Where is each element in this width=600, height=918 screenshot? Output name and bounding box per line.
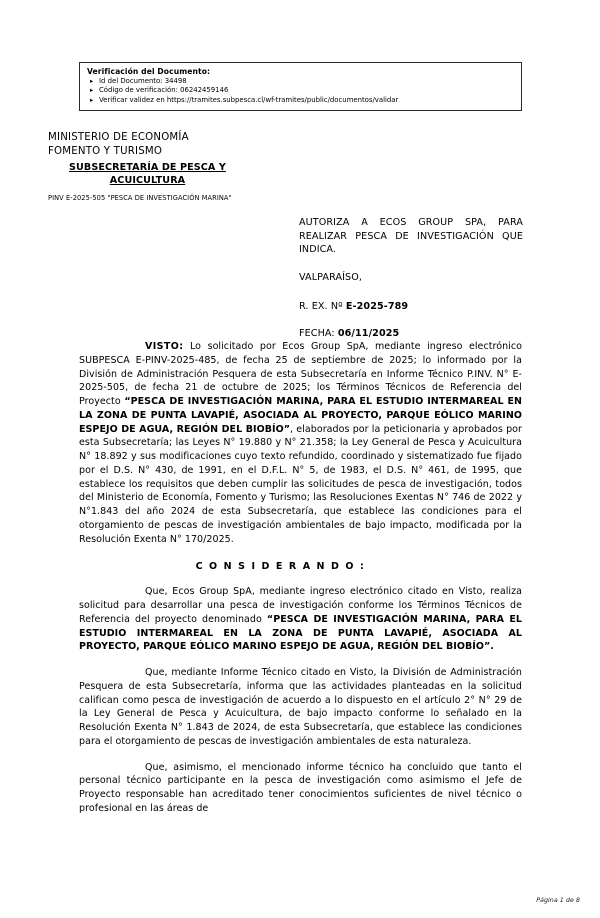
date-label: FECHA: (299, 327, 338, 339)
visto-text-part-2: , elaborados por la peticionaria y aprobados por esta Subsecretaría; las Leyes N° 19.880 y N° 21.358; la Ley General de Pesca y Acuicultura N° 18.892 y sus modificaciones cuyo texto refundido, coordinado y sistematizado fue fijado por el D.S. N° 430, de 1991, en el D.F.L. N° 5, de 1983, el D.S. N° 461, de 1995, que establece los requisitos que deben cumplir las solicitudes de pesca de investigación, todos del Ministerio de Economía, Fomento y Turismo; las Resoluciones Exentas N° 746 de 2022 y N°1.843 del año 2024 de esta Subsecretaría, que establece las condiciones para el otorgamiento de pescas de investigación ambientales de bajo impacto, modificada por la Resolución Exenta N° 170/2025. (79, 423, 522, 545)
page-number: Página 1 de 8 (536, 896, 580, 904)
resolution-number: E-2025-789 (345, 300, 409, 312)
verification-box (79, 62, 522, 111)
paragraph-visto (79, 340, 522, 546)
paragraph-considerando-1 (79, 585, 522, 654)
document-date-line (299, 328, 523, 339)
document-subject: AUTORIZA A ECOS GROUP SPA, PARA REALIZAR PESCA DE INVESTIGACIÓN QUE INDICA. (299, 217, 523, 256)
considerando-1-text: Que, Ecos Group SpA, mediante ingreso electrónico citado en Visto, realiza solicitud para desarrollar una pesca de investigación conforme los Términos Técnicos de Referencia del proyecto denominado (79, 586, 522, 625)
verification-title: Verificación del Documento: (87, 67, 211, 76)
subsecretariat-block (48, 162, 235, 187)
ministry-line-1: MINISTERIO DE ECONOMÍA (48, 132, 189, 143)
verification-list (87, 77, 515, 105)
document-body (79, 340, 522, 816)
bullet-icon: ▸ (90, 95, 94, 104)
verification-line-text: Verificar validez en https://tramites.subpesca.cl/wf-tramites/public/documentos/validar (99, 95, 399, 104)
visto-label: VISTO: (145, 341, 184, 352)
ministry-line-2: FOMENTO Y TURISMO (48, 145, 163, 157)
visto-project-title: “PESCA DE INVESTIGACIÓN MARINA, PARA EL ESTUDIO INTERMAREAL EN LA ZONA DE PUNTA LAVAPIÉ, ASOCIADA AL PROYECTO, PARQUE EÓLICO MARINO ESPEJO DE AGUA, REGIÓN DEL BIOBÍO” (79, 396, 522, 435)
project-code-label: PINV E-2025-505 "PESCA DE INVESTIGACIÓN MARINA" (48, 194, 232, 203)
bullet-icon: ▸ (90, 77, 94, 85)
verification-item-url (87, 96, 515, 105)
paragraph-considerando-3: Que, asimismo, el mencionado informe técnico ha concluido que tanto el personal técnico participante en la pesca de investigación como asimismo el Jefe de Proyecto responsable han acreditado tener conocimientos suficientes de nivel técnico o profesional en las áreas de (79, 761, 522, 814)
verification-item-code (87, 86, 515, 95)
considerando-heading: C O N S I D E R A N D O : (195, 561, 366, 573)
date-value: 06/11/2025 (337, 327, 400, 339)
verification-item-id (87, 77, 515, 86)
resolution-label: R. EX. Nº (299, 300, 346, 312)
letterhead (48, 131, 348, 203)
verification-line-text: Id del Documento: 34498 (99, 77, 187, 85)
subsecretariat-line-1: SUBSECRETARÍA DE PESCA Y (69, 162, 226, 174)
resolution-number-line (299, 301, 523, 312)
document-place: VALPARAÍSO, (299, 271, 363, 283)
paragraph-considerando-2: Que, mediante Informe Técnico citado en Visto, la División de Administración Pesquera de esta Subsecretaría, informa que las actividades planteadas en la solicitud califican como pesca de investigación de acuerdo a lo dispuesto en el artículo 2° N° 29 de la Ley General de Pesca y Acuicultura, de bajo impacto conforme lo señalado en la Resolución Exenta N° 1.843 de 2024, de esta Subsecretaría, que establece las condiciones para el otorgamiento de pescas de investigación ambientales de esta naturaleza. (79, 667, 522, 747)
header-right-column (299, 216, 523, 339)
visto-text-part-1: Lo solicitado por Ecos Group SpA, mediante ingreso electrónico SUBPESCA E-PINV-2025-485, de fecha 25 de septiembre de 2025; lo informado por la División de Administración Pesquera de esta Subsecretaría en Informe Técnico P.INV. N° E-2025-505, de fecha 21 de octubre de 2025; los Términos Técnicos de Referencia del Proyecto (79, 341, 522, 407)
verification-line-text: Código de verificación: 06242459146 (99, 86, 229, 95)
considerando-1-project-title: “PESCA DE INVESTIGACIÓN MARINA, PARA EL ESTUDIO INTERMAREAL EN LA ZONA DE PUNTA LAVAPIÉ, ASOCIADA AL PROYECTO, PARQUE EÓLICO MARINO ESPEJO DE AGUA, REGIÓN DEL BIOBÍO”. (79, 613, 522, 653)
subsecretariat-line-2: ACUICULTURA (109, 174, 186, 186)
bullet-icon: ▸ (90, 86, 94, 95)
